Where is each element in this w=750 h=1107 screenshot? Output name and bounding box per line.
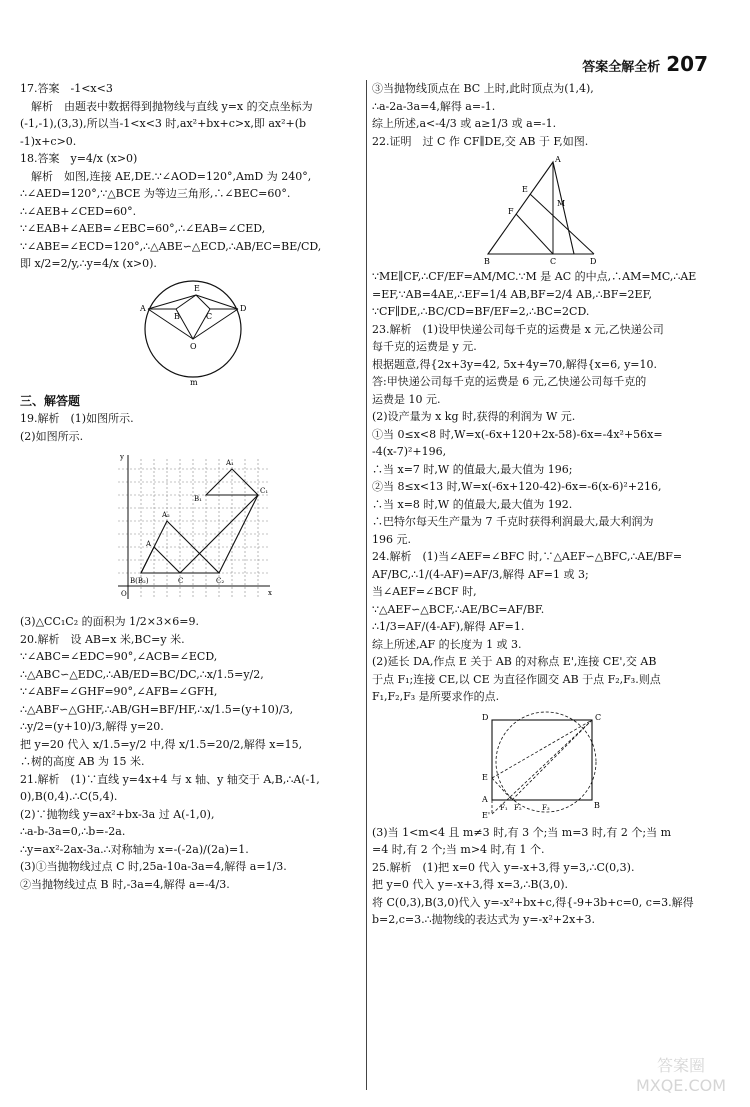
right1-line: ∴a-2a-3a=4,解得 a=-1. (372, 99, 496, 113)
right3-line: 把 y=0 代入 y=-x+3,得 x=3,∴B(3,0). (372, 878, 569, 891)
right3-line: =4 时,有 2 个;当 m>4 时,有 1 个. (372, 843, 545, 856)
right2-line: -4(x-7)²+196, (372, 445, 447, 458)
grid-label: x (267, 589, 272, 597)
circle-label: C (205, 311, 212, 321)
right2-line: 23.解析 (1)设甲快递公司每千克的运费是 x 元,乙快递公司 (372, 322, 664, 336)
left-line: ∴∠AED=120°,∵△BCE 为等边三角形,∴∠BEC=60°. (20, 187, 291, 200)
rect-label: B (594, 800, 600, 810)
left-line: ∵∠ABE=∠ECD=120°,∴△ABE∽△ECD,∴AB/EC=BE/CD, (20, 239, 322, 253)
right2-line: 综上所述,AF 的长度为 1 或 3. (372, 637, 522, 651)
grid-label: C₁ (259, 487, 268, 495)
left-line: 解析 如图,连接 AE,DE.∵∠AOD=120°,AmD 为 240°, (20, 169, 312, 183)
left3-line: ∴y/2=(y+10)/3,解得 y=20. (20, 720, 164, 733)
right2-line: =EF,∵AB=4AE,∴EF=1/4 AB,BF=2/4 AB,∴BF=2EF, (372, 287, 653, 301)
right2-line: ∴当 x=8 时,W 的值最大,最大值为 192. (372, 497, 573, 511)
left3-line: ∴y=ax²-2ax-3a.∴对称轴为 x=-(-2a)/(2a)=1. (20, 842, 249, 856)
grid-label: A₁ (225, 459, 234, 467)
left3-line: 0),B(0,4).∴C(5,4). (20, 790, 118, 803)
right2-line: (2)设产量为 x kg 时,获得的利润为 W 元. (372, 410, 576, 423)
circle-label: E (193, 283, 200, 293)
left3-line: ∵∠ABF=∠GHF=90°,∠AFB=∠GFH, (20, 685, 218, 698)
right2-line: ∵△AEF∽△BCF,∴AE/BC=AF/BF. (372, 602, 545, 616)
triangle-label: D (590, 257, 597, 264)
left3-line: 20.解析 设 AB=x 米,BC=y 米. (20, 632, 185, 646)
rect-label: F₃ (542, 803, 550, 812)
left-line: (-1,-1),(3,3),所以当-1<x<3 时,ax²+bx+c>x,即 ax²+(b (20, 117, 307, 130)
circle-label: B (173, 311, 180, 321)
rect-label: F₂ (514, 803, 522, 812)
rect-label: E' (482, 810, 491, 820)
left-line: 解析 由题表中数据得到抛物线与直线 y=x 的交点坐标为 (20, 99, 313, 113)
right3-line: 将 C(0,3),B(3,0)代入 y=-x²+bx+c,得{-9+3b+c=0, c=3.解得 (372, 895, 694, 909)
triangle-label: M (557, 199, 566, 208)
right2-line: 根据题意,得{2x+3y=42, 5x+4y=70,解得{x=6, y=10. (372, 357, 658, 371)
right3-line: (3)当 1<m<4 且 m≠3 时,有 3 个;当 m=3 时,有 2 个;当 m (372, 825, 672, 839)
circle-figure (128, 277, 258, 387)
right2-line: 运费是 10 元. (372, 392, 441, 406)
left-line: 17.答案 -1<x<3 (20, 82, 113, 95)
left3-line: ②当抛物线过点 B 时,-3a=4,解得 a=-4/3. (20, 877, 230, 891)
right-column (372, 80, 714, 929)
header-title: 答案全解全析 (582, 60, 661, 75)
right2-line: ∴巴特尔每天生产量为 7 千克时获得利润最大,最大利润为 (372, 515, 654, 528)
triangle-label: A (555, 155, 561, 164)
right2-line: ①当 0≤x<8 时,W=x(-6x+120+2x-58)-6x=-4x²+56x= (372, 427, 663, 441)
left2-line: (2)如图所示. (20, 429, 84, 443)
left-line: 即 x/2=2/y,∴y=4/x (x>0). (20, 257, 157, 270)
left3-line: ∴△ABF∽△GHF,∴AB/GH=BF/HF,∴x/1.5=(y+10)/3, (20, 702, 294, 716)
triangle-label: F (508, 207, 514, 216)
rect-label: C (595, 712, 602, 722)
right2-line: 每千克的运费是 y 元. (372, 340, 477, 353)
right1-line: 综上所述,a<-4/3 或 a≥1/3 或 a=-1. (372, 117, 557, 130)
left3-line: (3)△CC₁C₂ 的面积为 1/2×3×6=9. (20, 615, 199, 628)
left3-line: ∴a-b-3a=0,∴b=-2a. (20, 825, 126, 838)
grid-label: C (177, 577, 183, 585)
right2-line: ∴当 x=7 时,W 的值最大,最大值为 196; (372, 462, 573, 476)
grid-label: A₂ (161, 511, 170, 519)
right2-line: 当∠AEF=∠BCF 时, (372, 585, 477, 598)
circle-label: m (189, 377, 198, 387)
triangle-label: C (550, 257, 557, 264)
left2-line: 19.解析 (1)如图所示. (20, 412, 134, 425)
left3-line: (3)①当抛物线过点 C 时,25a-10a-3a=4,解得 a=1/3. (20, 860, 287, 873)
left-line: ∵∠EAB+∠AEB=∠EBC=60°,∴∠EAB=∠CED, (20, 222, 266, 235)
circle-label: O (189, 341, 197, 351)
right2-line: 196 元. (372, 532, 411, 546)
right2-line: ∵CF∥DE,∴BC/CD=BF/EF=2,∴BC=2CD. (372, 305, 590, 318)
triangle-label: B (484, 257, 490, 264)
right3-line: b=2,c=3.∴抛物线的表达式为 y=-x²+2x+3. (372, 913, 596, 926)
grid-label: y (119, 453, 124, 461)
left-line: 18.答案 y=4/x (x>0) (20, 152, 138, 165)
left3-line: ∵∠ABC=∠EDC=90°,∠ACB=∠ECD, (20, 650, 218, 663)
rect-label: A (482, 794, 488, 804)
grid-label: A (145, 540, 151, 548)
right2-line: AF/BC,∴1/(4-AF)=AF/3,解得 AF=1 或 3; (372, 567, 589, 581)
rectangle-figure (478, 710, 608, 820)
circle-label: A (139, 303, 146, 313)
left2-line: 三、解答题 (20, 393, 81, 408)
page-number: 207 (666, 52, 708, 76)
left3-line: 21.解析 (1)∵直线 y=4x+4 与 x 轴、y 轴交于 A,B,∴A(-1, (20, 772, 320, 786)
left-column (20, 80, 365, 893)
triangle-label: E (522, 185, 528, 194)
grid-figure (108, 449, 278, 609)
right2-line: ∴1/3=AF/(4-AF),解得 AF=1. (372, 620, 525, 633)
right2-line: ②当 8≤x<13 时,W=x(-6x+120-42)-6x=-6(x-6)²+216, (372, 480, 662, 493)
left3-line: ∴树的高度 AB 为 15 米. (20, 755, 145, 768)
right2-line: F₁,F₂,F₃ 是所要求作的点. (372, 690, 500, 703)
left-line: -1)x+c>0. (20, 134, 77, 148)
circle-label: D (239, 303, 246, 313)
watermark-logo (626, 1053, 736, 1101)
grid-label: C₂ (215, 577, 224, 585)
rect-label: F₁ (500, 803, 508, 812)
page-header (582, 52, 708, 76)
rect-label: E (482, 772, 488, 782)
right2-line: 24.解析 (1)当∠AEF=∠BFC 时,∵△AEF∽△BFC,∴AE/BF= (372, 550, 683, 563)
right2-line: (2)延长 DA,作点 E 关于 AB 的对称点 E',连接 CE',交 AB (372, 655, 657, 668)
grid-label: B₁ (193, 495, 202, 503)
rect-label: D (482, 712, 489, 722)
left3-line: 把 y=20 代入 x/1.5=y/2 中,得 x/1.5=20/2,解得 x=15, (20, 737, 303, 751)
left3-line: (2)∵抛物线 y=ax²+bx-3a 过 A(-1,0), (20, 807, 215, 821)
right3-line: 25.解析 (1)把 x=0 代入 y=-x+3,得 y=3,∴C(0,3). (372, 860, 635, 874)
left3-line: ∴△ABC∽△EDC,∴AB/ED=BC/DC,∴x/1.5=y/2, (20, 667, 264, 681)
watermark-text: 答案圈 MXQE.COM (635, 1056, 727, 1095)
triangle-figure (478, 154, 608, 264)
grid-label: B(B₂) (129, 577, 149, 585)
left-line: ∴∠AEB+∠CED=60°. (20, 204, 137, 218)
column-divider (366, 80, 367, 1090)
right2-line: ∵ME∥CF,∴CF/EF=AM/MC.∵M 是 AC 的中点,∴AM=MC,∴AE (372, 270, 697, 283)
grid-label: O (120, 590, 127, 598)
right1-line: 22.证明 过 C 作 CF∥DE,交 AB 于 F,如图. (372, 134, 589, 148)
right1-line: ③当抛物线顶点在 BC 上时,此时顶点为(1,4), (372, 82, 594, 95)
right2-line: 于点 F₁;连接 CE,以 CE 为直径作圆交 AB 于点 F₂,F₃.则点 (372, 672, 661, 686)
right2-line: 答:甲快递公司每千克的运费是 6 元,乙快递公司每千克的 (372, 375, 647, 388)
